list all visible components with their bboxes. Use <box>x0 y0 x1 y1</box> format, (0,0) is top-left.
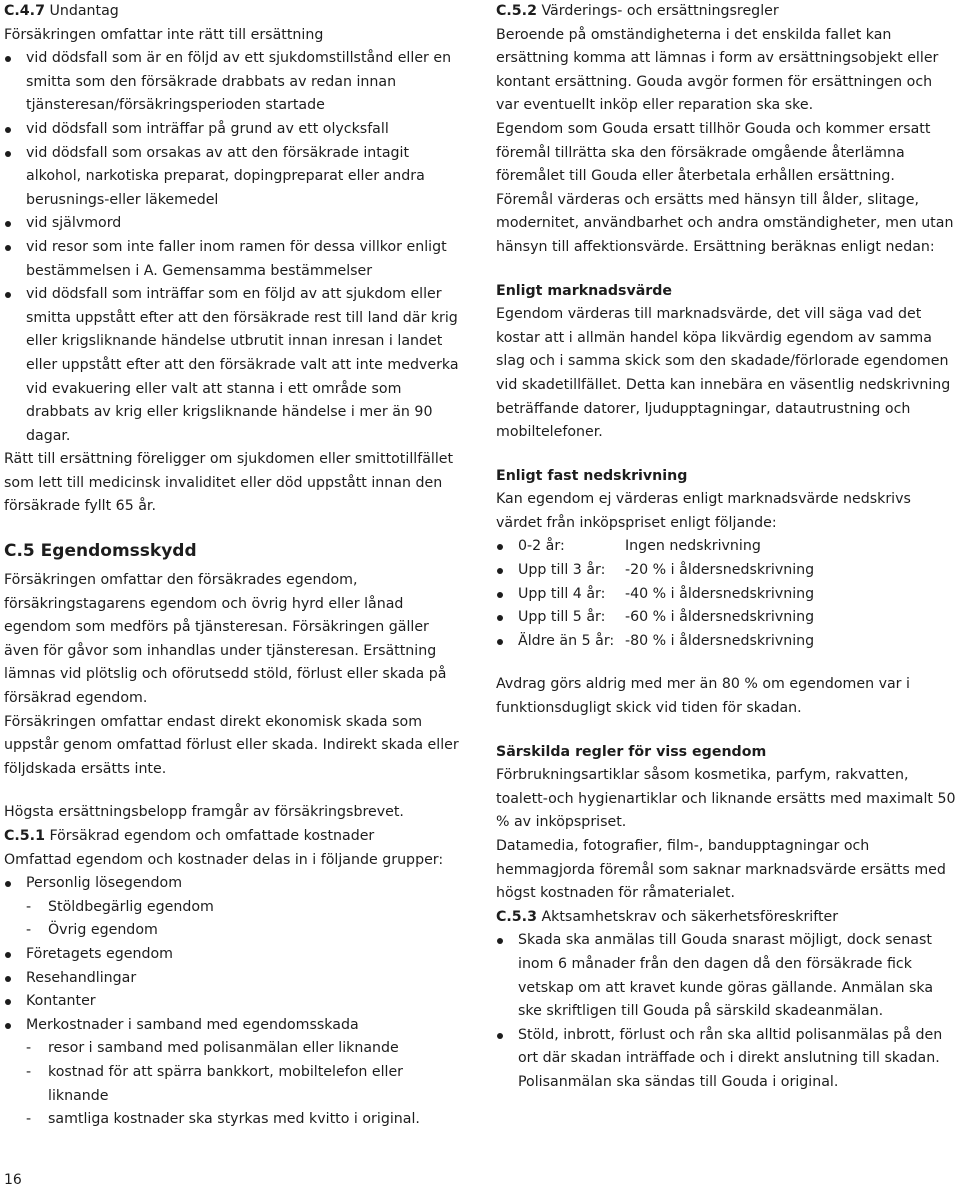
fixed-depreciation-note: Avdrag görs aldrig med mer än 80 % om egendomen var i funktionsdugligt skick vid tiden för skadan. <box>496 676 910 717</box>
c47-exclusions-list <box>4 47 466 448</box>
property-groups-list-2 <box>4 943 466 1037</box>
heading-special-rules: Särskilda regler för viss egendom <box>496 743 767 760</box>
section-number: C.5.2 <box>496 3 537 19</box>
section-title: Värderings- och ersättningsregler <box>536 3 779 19</box>
market-value-paragraph: Egendom värderas till marknadsvärde, det vill säga vad det kostar att i allmän handel köpa likvärdig egendom av samma slag och i samma skick som den skadade/förlorade egendomen vid skadetillfället. Detta kan innebära en väsentlig nedskrivning beträffande datorer, ljudupptagningar, datautrustning och mobiltelefoner. <box>496 306 951 441</box>
table-row <box>496 630 958 654</box>
section-number: C.5.1 <box>4 828 45 844</box>
property-subgroups-list <box>4 896 466 943</box>
age-cell: 0-2 år: <box>518 538 565 555</box>
sub-item: - Övrig egendom <box>4 919 466 943</box>
left-column <box>4 0 466 1132</box>
list-item: Resehandlingar <box>4 967 466 991</box>
deduction-cell: -60 % i åldersnedskrivning <box>625 609 815 626</box>
heading-c47 <box>4 0 466 24</box>
c52-paragraph-1: Beroende på omständigheterna i det enskilda fallet kan ersättning komma att lämnas i form av ersättningsobjekt eller kontant ersättning. Gouda avgör formen för ersättningen och var eventuellt inköp eller reparation ska ske. <box>496 26 939 114</box>
special-rules-paragraph-1: Förbrukningsartiklar såsom kosmetika, parfym, rakvatten, toalett-och hygienartiklar och liknande ersätts med maximalt 50 % av inköpspriset. <box>496 767 956 831</box>
c51-intro: Omfattad egendom och kostnader delas in i följande grupper: <box>4 851 444 868</box>
age-cell: Äldre än 5 år: <box>518 632 615 649</box>
list-item: Skada ska anmälas till Gouda snarast möjligt, dock senast inom 6 månader från den dagen då den försäkrade fick vetskap om att kravet kunde göras gällande. Anmälan ska ske skriftligen till Gouda på särskild skadeanmälan. <box>496 929 958 1023</box>
heading-fixed-depreciation: Enligt fast nedskrivning <box>496 467 688 484</box>
list-item: Företagets egendom <box>4 943 466 967</box>
extra-costs-list <box>4 1037 466 1131</box>
table-row <box>496 559 958 583</box>
table-row <box>496 606 958 630</box>
sub-item: - kostnad för att spärra bankkort, mobiltelefon eller liknande <box>4 1061 466 1108</box>
age-cell: Upp till 5 år: <box>518 609 606 626</box>
depreciation-table <box>496 535 958 653</box>
c47-after: Rätt till ersättning föreligger om sjukdomen eller smittotillfället som lett till medicinsk invaliditet eller död uppstått innan den försäkrade fyllt 65 år. <box>4 451 454 515</box>
deduction-cell: -20 % i åldersnedskrivning <box>625 562 815 579</box>
heading-c52 <box>496 0 958 24</box>
list-item: Merkostnader i samband med egendomsskada <box>4 1014 466 1038</box>
deduction-cell: -40 % i åldersnedskrivning <box>625 585 815 602</box>
list-item: vid dödsfall som inträffar på grund av ett olycksfall <box>4 118 466 142</box>
heading-c51 <box>4 825 466 849</box>
age-cell: Upp till 3 år: <box>518 562 606 579</box>
page-number: 16 <box>4 1172 22 1188</box>
list-item: vid självmord <box>4 212 466 236</box>
right-column <box>496 0 958 1095</box>
c5-paragraph-2: Försäkringen omfattar endast direkt ekonomisk skada som uppstår genom omfattad förlust eller skada. Indirekt skada eller följdskada ersätts inte. <box>4 713 459 777</box>
special-rules-paragraph-2: Datamedia, fotografier, film-, bandupptagningar och hemmagjorda föremål som saknar marknadsvärde ersätts med högst kostnaden för råmaterialet. <box>496 838 946 902</box>
heading-c5: C.5 Egendomsskydd <box>4 541 197 562</box>
c52-paragraph-3: Föremål värderas och ersätts med hänsyn till ålder, slitage, modernitet, användbarhet och andra omständigheter, men utan hänsyn till affektionsvärde. Ersättning beräknas enligt nedan: <box>496 191 954 255</box>
property-groups-list <box>4 872 466 896</box>
list-item: Stöld, inbrott, förlust och rån ska alltid polisanmälas på den ort där skadan inträffade och i direkt anslutning till skadan. Polisanmälan ska sändas till Gouda i original. <box>496 1024 958 1095</box>
list-item: vid resor som inte faller inom ramen för dessa villkor enligt bestämmelsen i A. Gemensamma bestämmelser <box>4 236 466 283</box>
section-title: Undantag <box>44 3 119 19</box>
table-row <box>496 535 958 559</box>
section-title: Försäkrad egendom och omfattade kostnader <box>44 828 375 844</box>
list-item: vid dödsfall som är en följd av ett sjukdomstillstånd eller en smitta som den försäkrade drabbats av redan innan tjänsteresan/försäkringsperioden startade <box>4 47 466 118</box>
c5-paragraph-3: Högsta ersättningsbelopp framgår av försäkringsbrevet. <box>4 804 404 821</box>
c47-intro: Försäkringen omfattar inte rätt till ersättning <box>4 26 324 43</box>
deduction-cell: -80 % i åldersnedskrivning <box>625 632 815 649</box>
section-number: C.5.3 <box>496 908 537 925</box>
c5-paragraph-1: Försäkringen omfattar den försäkrades egendom, försäkringstagarens egendom och övrig hyrd eller lånad egendom som medförs på tjänsteresan. Försäkringen gäller även för gåvor som inhandlas under tjänsteresan. Ersättning lämnas vid plötslig och oförutsedd stöld, förlust eller skada på försäkrad egendom. <box>4 572 447 707</box>
deduction-cell: Ingen nedskrivning <box>625 538 761 555</box>
list-item: Personlig lösegendom <box>4 872 466 896</box>
sub-item: - resor i samband med polisanmälan eller liknande <box>4 1037 466 1061</box>
heading-market-value: Enligt marknadsvärde <box>496 282 673 299</box>
c52-paragraph-2: Egendom som Gouda ersatt tillhör Gouda och kommer ersatt föremål tillrätta ska den försäkrade omgående återlämna föremålet till Gouda eller återbetala erhållen ersättning. <box>496 120 931 185</box>
sub-item: - samtliga kostnader ska styrkas med kvitto i original. <box>4 1108 466 1132</box>
list-item: vid dödsfall som orsakas av att den försäkrade intagit alkohol, narkotiska preparat, dopingpreparat eller andra berusnings-eller läkemedel <box>4 142 466 213</box>
list-item: Kontanter <box>4 990 466 1014</box>
section-number: C.4.7 <box>4 3 45 19</box>
sub-item: - Stöldbegärlig egendom <box>4 896 466 920</box>
section-title: Aktsamhetskrav och säkerhetsföreskrifter <box>536 908 839 925</box>
fixed-depreciation-paragraph: Kan egendom ej värderas enligt marknadsvärde nedskrivs värdet från inköpspriset enligt följande: <box>496 491 911 531</box>
table-row <box>496 583 958 607</box>
list-item: vid dödsfall som inträffar som en följd av att sjukdom eller smitta uppstått efter att den försäkrade rest till land där krig eller krigsliknande händelse utbrutit innan inresan i landet eller uppstått efter att den försäkrade valt att inte medverka vid evakuering eller valt att stanna i ett område som drabbats av krig eller krigsliknande händelse i mer än 90 dagar. <box>4 283 466 448</box>
c53-rules-list <box>496 929 958 1094</box>
age-cell: Upp till 4 år: <box>518 585 606 602</box>
heading-c53 <box>496 906 958 930</box>
